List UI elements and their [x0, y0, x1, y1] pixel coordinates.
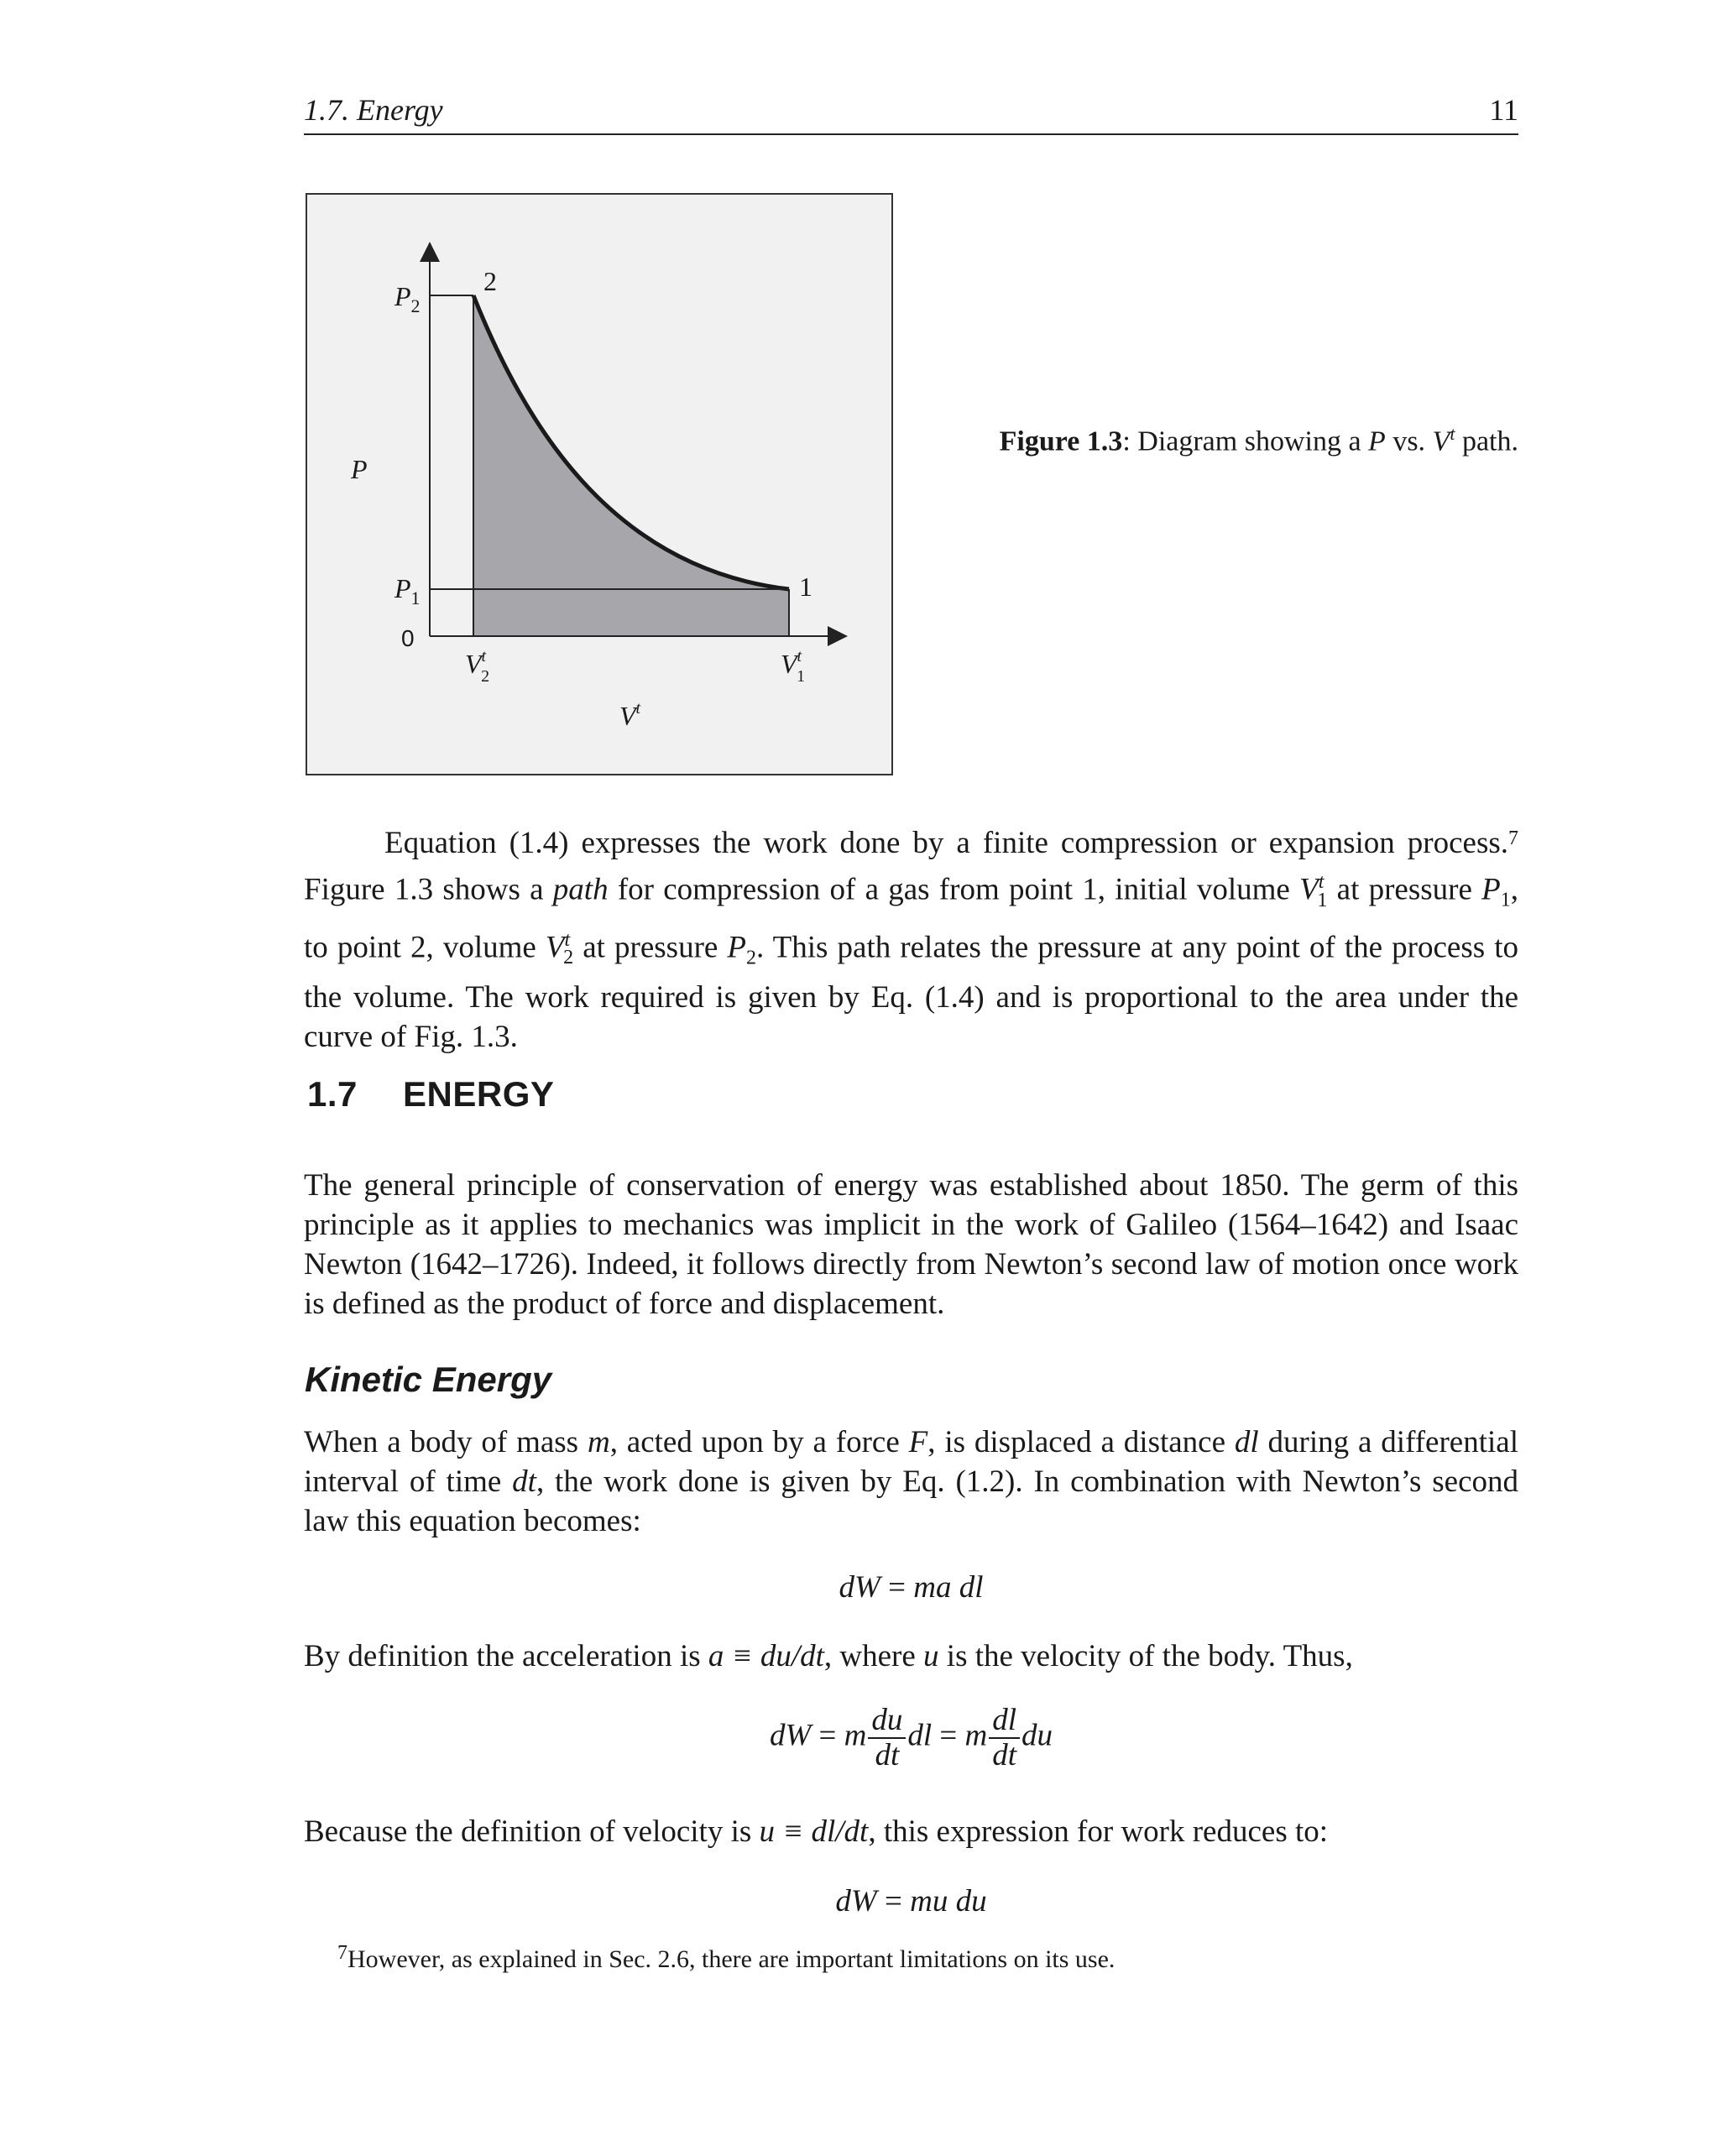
figure-1-3	[306, 193, 893, 775]
label-point-1: 1	[799, 572, 812, 602]
page-number: 11	[1489, 93, 1518, 127]
label-p2: $P_2$	[394, 281, 421, 316]
equation-dw-mu-du: dW = mu du	[835, 1884, 987, 1918]
label-v2: $V^t$ 2	[465, 647, 490, 686]
paragraph-path: Equation (1.4) expresses the work done by a finite compression or expansion process.$^7$ Figure 1.3 shows a path for compression of a gas from point 1, initial volume $V^t_1$ at pressure $P_1$, to point 2, volume $V^t_2$ at pressure $P_2$. This path relates the pressure at any point of the process to the volume. The work required is given by Eq. (1.4) and is proportional to the area under the curve of Fig. 1.3.	[304, 826, 1518, 1055]
paragraph-kinetic: When a body of mass m, acted upon by a force F, is displaced a distance dl during a differential interval of time dt, the work done is given by Eq. (1.2). In combination with Newton’s second law this equation becomes:	[304, 1425, 1519, 1538]
paragraph-velocity: Because the definition of velocity is u ≡ dl/dt, this expression for work reduces to:	[304, 1814, 1329, 1849]
label-origin: 0	[401, 625, 415, 651]
figure-caption: Figure 1.3: Diagram showing a P vs. $V^t$ path.	[999, 423, 1518, 457]
paragraph-conservation: The general principle of conservation of energy was established about 1850. The germ of this principle as it applies to mechanics was implicit in the work of Galileo (1564–1642) and Isaac Newton (1642–1726). Indeed, it follows directly from Newton’s second law of motion once work is defined as the product of force and displacement.	[304, 1168, 1518, 1321]
label-p1: $P_1$	[394, 573, 421, 608]
label-v1: $V^t$ 1	[781, 647, 806, 686]
work-area	[473, 295, 789, 636]
label-p-axis: P	[351, 454, 368, 484]
equation-dw-ma-dl: dW = ma dl	[839, 1570, 984, 1605]
pv-diagram	[307, 195, 895, 777]
label-point-2: 2	[483, 266, 497, 296]
paragraph-acceleration: By definition the acceleration is a ≡ du/dt, where u is the velocity of the body. Thus,	[304, 1639, 1353, 1673]
footnote-7: $^7$However, as explained in Sec. 2.6, there are important limitations on its use.	[337, 1942, 1116, 1973]
running-title: 1.7. Energy	[304, 93, 443, 127]
subsection-heading: Kinetic Energy	[305, 1360, 552, 1399]
section-heading: 1.7 ENERGY	[307, 1074, 555, 1114]
equation-dw-fractions: dW = m $\frac{du}{dt}$ dl = m $\frac{dl}{dt}$ du	[769, 1703, 1053, 1772]
fraction-dl-dt: $\frac{dl}{dt}$	[989, 1704, 1020, 1772]
label-v-axis: $V^t$	[619, 699, 641, 731]
fraction-du-dt: $\frac{du}{dt}$	[868, 1704, 906, 1772]
header-rule	[304, 133, 1518, 135]
